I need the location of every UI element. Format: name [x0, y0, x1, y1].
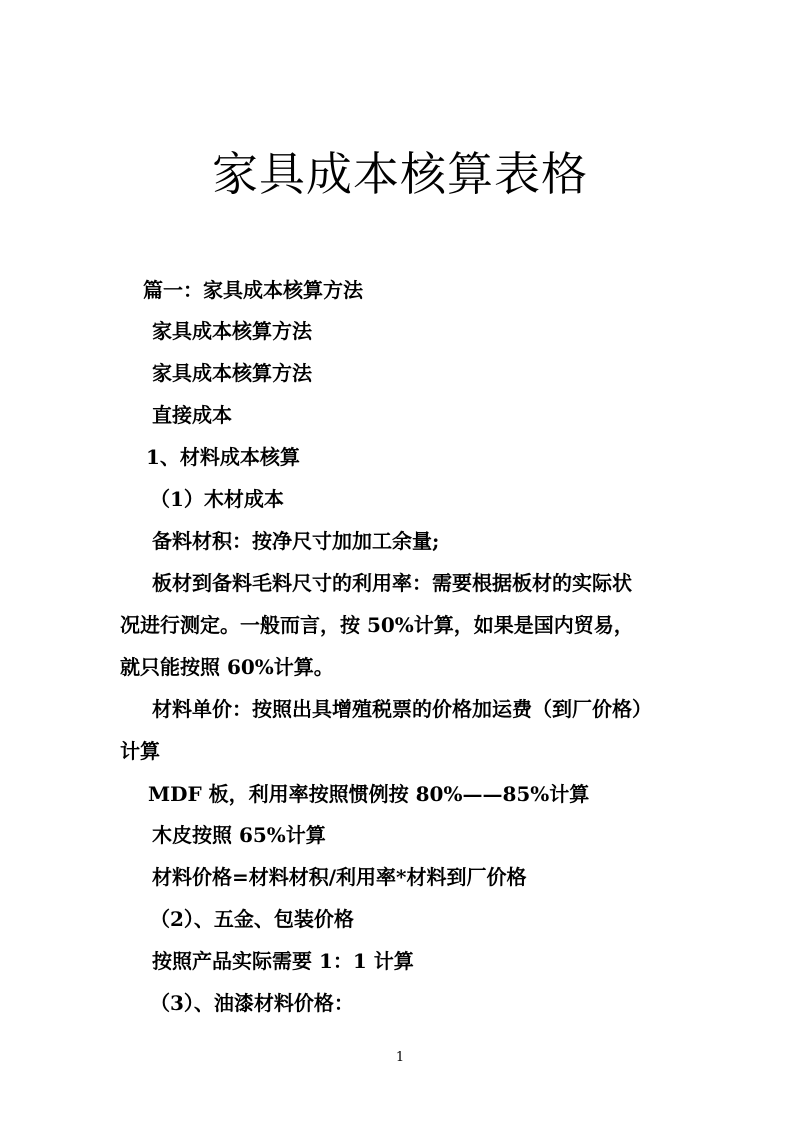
text-line: 直接成本: [152, 403, 232, 427]
text-line: 家具成本核算方法: [152, 361, 312, 385]
text-line: 材料价格=材料材积/利用率*材料到厂价格: [152, 865, 527, 889]
text-line: （3）、油漆材料价格：: [150, 991, 354, 1015]
text-line: 木皮按照 65%计算: [152, 823, 326, 847]
text-line: 1、材料成本核算: [146, 445, 300, 469]
text-line: （1）木材成本: [150, 487, 284, 511]
text-line: 备料材积：按净尺寸加加工余量;: [152, 529, 440, 553]
text-line: 板材到备料毛料尺寸的利用率：需要根据板材的实际状: [152, 571, 632, 595]
text-line: 按照产品实际需要 1：1 计算: [152, 949, 414, 973]
page-number: 1: [395, 1050, 405, 1065]
text-line: 材料单价：按照出具增殖税票的价格加运费（到厂价格）: [152, 697, 652, 721]
text-line: 家具成本核算方法: [152, 319, 312, 343]
text-line: 就只能按照 60%计算。: [120, 655, 334, 679]
text-line: （2）、五金、包装价格: [150, 907, 354, 931]
text-line: 况进行测定。一般而言，按 50%计算，如果是国内贸易，: [120, 613, 634, 637]
text-line: MDF 板，利用率按照惯例按 80%——85%计算: [148, 782, 590, 806]
document-title: 家具成本核算表格: [212, 147, 588, 201]
text-line: 计算: [120, 739, 160, 763]
section-heading: 篇一：家具成本核算方法: [143, 278, 363, 302]
